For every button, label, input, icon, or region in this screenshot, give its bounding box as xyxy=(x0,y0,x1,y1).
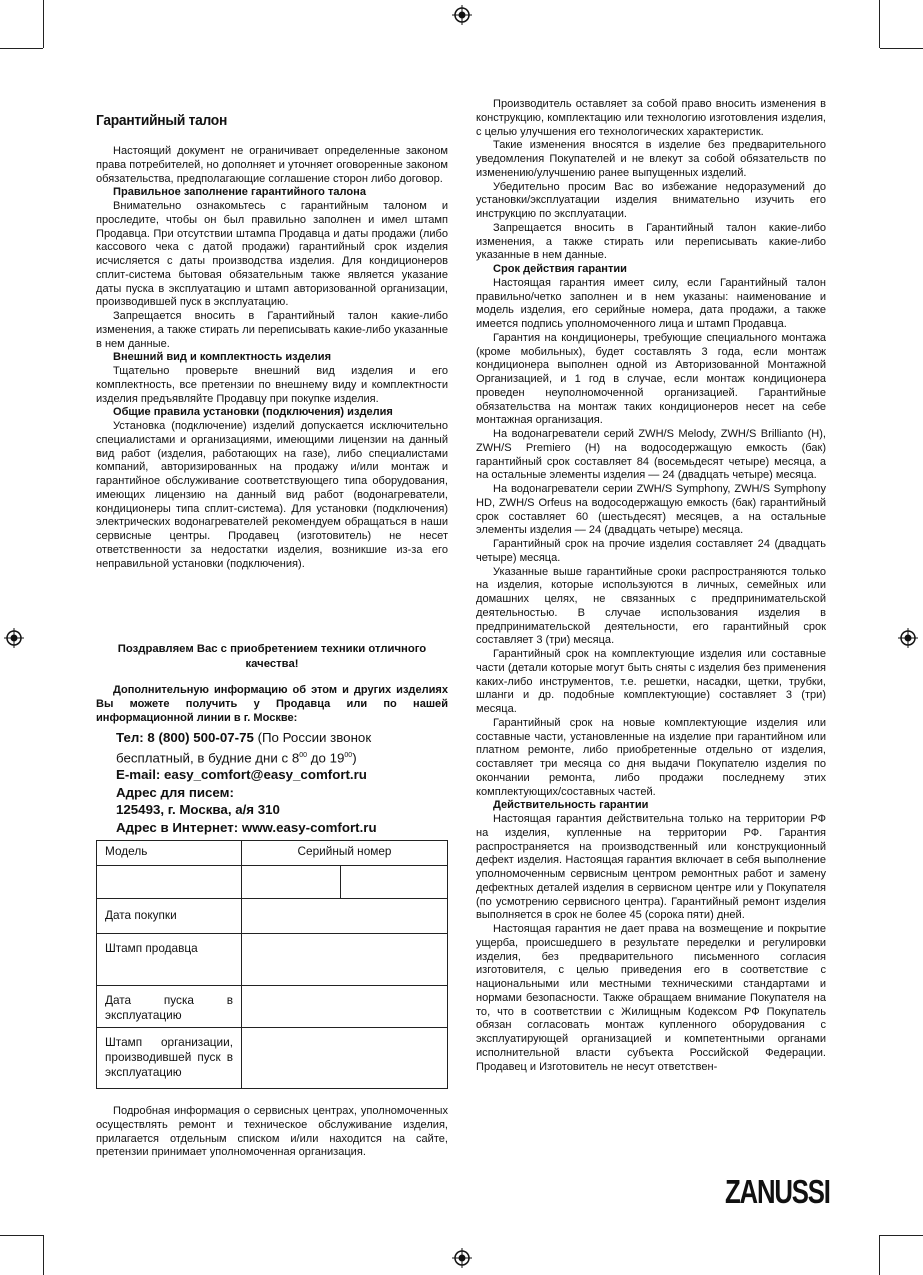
paragraph: Такие изменения вносятся в изделие без предварительного уведомления Покупателей и не влекут за собой обязательств по изменению/улучшению ранее выпущенных изделий. xyxy=(476,139,826,179)
crop-mark xyxy=(880,48,923,49)
address-label: Адрес для писем: xyxy=(116,784,234,800)
phone-line xyxy=(116,729,377,747)
paragraph: Убедительно просим Вас во избежание недоразумений до установки/эксплуатации изделия внимательно изучить его инструкцию по эксплуатации. xyxy=(476,180,826,220)
paragraph: Гарантийный срок на прочие изделия составляет 24 (двадцать четыре) месяца. xyxy=(476,538,826,564)
registration-mark-icon xyxy=(4,628,24,648)
registration-mark-icon xyxy=(898,628,918,648)
crop-mark xyxy=(879,1235,880,1275)
hours-text: до 19 xyxy=(307,749,345,765)
more-info-text xyxy=(96,684,448,725)
more-info-paragraph: Дополнительную информацию об этом и других изделиях Вы можете получить у Продавца или по нашей информационной линии в г. Москве: xyxy=(96,684,448,724)
paragraph: На водонагреватели серии ZWH/S Symphony, ZWH/S Symphony HD, ZWH/S Orfeus на водосодержащую емкость (бак) гарантийный срок составляет 60 (шестьдесят) месяцев, а на остальные элементы изделия — 24 (двадцать четыре) месяца. xyxy=(476,483,826,537)
paragraph: Гарантийный срок на новые комплектующие изделия или составные части, установленные на изделие при гарантийном или платном ремонте, либо приобретенные отдельно от изделия, составляет три месяца со дня выдачи Покупателю изделия по окончании ремонта, либо продажи последнему этих комплектующих/составных частей. xyxy=(476,716,826,798)
paragraph: Настоящая гарантия имеет силу, если Гарантийный талон правильно/четко заполнен и в нем указаны: наименование и модель изделия, его серийные номера, дата продажи, а также имеется подпись уполномоченного лица и штамп Продавца. xyxy=(476,276,826,330)
paragraph: Гарантийный срок на комплектующие изделия или составные части (детали которые могут быть сняты с изделия без применения каких-либо инструментов, т.е. решетки, насадки, щетки, трубки, шланги и др. подобные комплектующие) составляет 3 (три) месяца. xyxy=(476,648,826,715)
warranty-form-table xyxy=(96,840,448,1089)
paragraph: Указанные выше гарантийные сроки распространяются только на изделия, которые используются в личных, семейных или домашних целях, не связанных с предпринимательской деятельностью. В случае использования изделия в предпринимательской деятельности, его гарантийный срок составляет 3 (три) месяца. xyxy=(476,565,826,647)
service-centers-note xyxy=(96,1105,448,1160)
crop-mark xyxy=(43,0,44,48)
paragraph: Производитель оставляет за собой право вносить изменения в конструкцию, комплектацию или технологию изготовления изделия, с целью улучшения его технологических характеристик. xyxy=(476,98,826,138)
email-line: E-mail: easy_comfort@easy_comfort.ru xyxy=(116,767,367,783)
seller-stamp-field[interactable] xyxy=(242,934,448,986)
hours-text: ) xyxy=(352,749,357,765)
phone-note: (По России звонок xyxy=(253,730,372,745)
org-stamp-label: Штамп организации, производившей пуск в эксплуатацию xyxy=(97,1028,242,1089)
crop-mark xyxy=(880,1235,923,1236)
zanussi-logo: ZANUSSI xyxy=(725,1173,830,1210)
serial-field-1[interactable] xyxy=(242,866,341,899)
congratulations-text: Поздравляем Вас с приобретением техники отличного качества! xyxy=(117,643,427,670)
left-body-text xyxy=(96,145,448,571)
right-column xyxy=(476,98,826,1074)
phone-number: Тел: 8 (800) 500-07-75 xyxy=(116,730,254,745)
paragraph: Настоящая гарантия не дает права на возмещение и покрытие ущерба, происшедшего в результате переделки и регулировки изделия, без предварительного письменного согласия изготовителя, с целью приведения его в соответствие с национальными или местными техническими стандартами и нормами безопасности. Также обращаем внимание Покупателя на то, что в соответствии с Жилищным Кодексом РФ Покупатель обязан согласовать монтаж купленного оборудования с эксплуатирующей организацией и компетентными органами исполнительной власти субъекта Российской Федерации. Продавец и Изготовитель не несут ответствен- xyxy=(476,923,826,1073)
website-line: Адрес в Интернет: www.easy-comfort.ru xyxy=(116,819,377,835)
paragraph: Запрещается вносить в Гарантийный талон какие-либо изменения, а также стирать или переписывать какие-либо указанные в нем данные. xyxy=(476,221,826,262)
page-title: Гарантийный талон xyxy=(96,112,228,129)
paragraph: Установка (подключение) изделий допускается исключительно специалистами и организациями, имеющими лицензии на данный вид работ (изделия, работающих на газе), либо специалистами компаний, авторизированных на продажу и/или монтаж и гарантийное обслуживание соответствующего типа оборудования, имеющих лицензию на данный вид работ (водонагреватели, кондиционеры типа сплит-система). Для установки (подключения) электрических водонагревателей рекомендуем обращаться в наши сервисные центры. Продавец (изготовитель) не несет ответственности за недостатки изделия, возникшие из-за его неправильной установки (подключения). xyxy=(96,420,448,570)
phone-hours xyxy=(116,747,377,767)
paragraph: Запрещается вносить в Гарантийный талон какие-либо изменения, а также стирать ли переписывать какие-либо указанные в нем данные. xyxy=(96,310,448,350)
purchase-date-field[interactable] xyxy=(242,899,448,934)
section-heading: Внешний вид и комплектность изделия xyxy=(113,351,332,364)
paragraph: Внимательно ознакомьтесь с гарантийным талоном и проследите, чтобы он был правильно заполнен и имел штамп Продавца. При отсутствии штампа Продавца и даты продажи (либо кассового чека с датой продажи) гарантийный срок изделия исчисляется с даты производства изделия. Для кондиционеров сплит-система бытовая обязательным также является указание даты пуска в эксплуатацию и штамп авторизованной организации, производившей пуск в эксплуатацию. xyxy=(96,200,448,309)
crop-mark xyxy=(43,1235,44,1275)
paragraph: На водонагреватели серий ZWH/S Melody, ZWH/S Brillianto (H), ZWH/S Premiero (H) на водосодержащую емкость (бак) гарантийный срок составляет 84 (восемьдесят четыре) месяца, а на остальные элементы изделия — 24 (двадцать четыре) месяца. xyxy=(476,428,826,482)
hours-text: бесплатный, в будние дни с 8 xyxy=(116,749,300,765)
registration-mark-icon xyxy=(452,1248,472,1268)
hours-sup: 00 xyxy=(299,751,308,759)
paragraph: Настоящий документ не ограничивает определенные законом права потребителей, но дополняет и уточняет оговоренные законом обязательства, предполагающие соглашение сторон либо договор. xyxy=(96,145,448,185)
contact-block xyxy=(116,729,377,836)
purchase-date-label: Дата покупки xyxy=(97,899,242,934)
section-heading: Правильное заполнение гарантийного талона xyxy=(113,186,366,199)
serial-number-label: Серийный номер xyxy=(242,841,448,866)
crop-mark xyxy=(879,0,880,48)
serial-field-2[interactable] xyxy=(341,866,448,899)
crop-mark xyxy=(0,48,43,49)
paragraph: Настоящая гарантия действительна только на территории РФ на изделия, купленные на территории РФ. Гарантия распространяется на производственный или конструкционный дефект изделия. Настоящая гарантия включает в себя выполнение уполномоченным сервисным центром ремонтных работ и замену дефектных деталей изделия в сервисном центре или у Покупателя (по усмотрению сервисного центра). Гарантийный ремонт изделия выполняется в срок не более 45 (сорока пяти) дней. xyxy=(476,813,826,922)
model-label: Модель xyxy=(97,841,242,866)
crop-mark xyxy=(0,1235,43,1236)
registration-mark-icon xyxy=(452,5,472,25)
paragraph: Гарантия на кондиционеры, требующие специального монтажа (кроме мобильных), будет составлять 3 года, если монтаж кондиционера выполнен одной из Авторизованной Монтажной Организацией, и 1 год в случае, если монтаж кондиционера проведен неуполномоченной организацией. Гарантийные обязательства на монтаж таких кондиционеров несет на себе монтажная организация. xyxy=(476,331,826,427)
start-date-field[interactable] xyxy=(242,986,448,1028)
section-heading: Действительность гарантии xyxy=(493,799,649,812)
postal-address: 125493, г. Москва, а/я 310 xyxy=(116,802,280,818)
hours-sup: 00 xyxy=(344,751,353,759)
start-date-label: Дата пуска в эксплуатацию xyxy=(97,986,242,1028)
seller-stamp-label: Штамп продавца xyxy=(97,934,242,986)
section-heading: Общие правила установки (подключения) изделия xyxy=(113,406,393,419)
model-field[interactable] xyxy=(97,866,242,899)
service-centers-paragraph: Подробная информация о сервисных центрах, уполномоченных осуществлять ремонт и техническое обслуживание изделия, прилагается отдельным списком и/или находится на сайте, претензии принимает уполномоченная организация. xyxy=(96,1105,448,1159)
section-heading: Срок действия гарантии xyxy=(493,263,627,275)
org-stamp-field[interactable] xyxy=(242,1028,448,1089)
paragraph: Тщательно проверьте внешний вид изделия и его комплектность, все претензии по внешнему виду и комплектности изделия предъявляйте Продавцу при покупке изделия. xyxy=(96,365,448,405)
